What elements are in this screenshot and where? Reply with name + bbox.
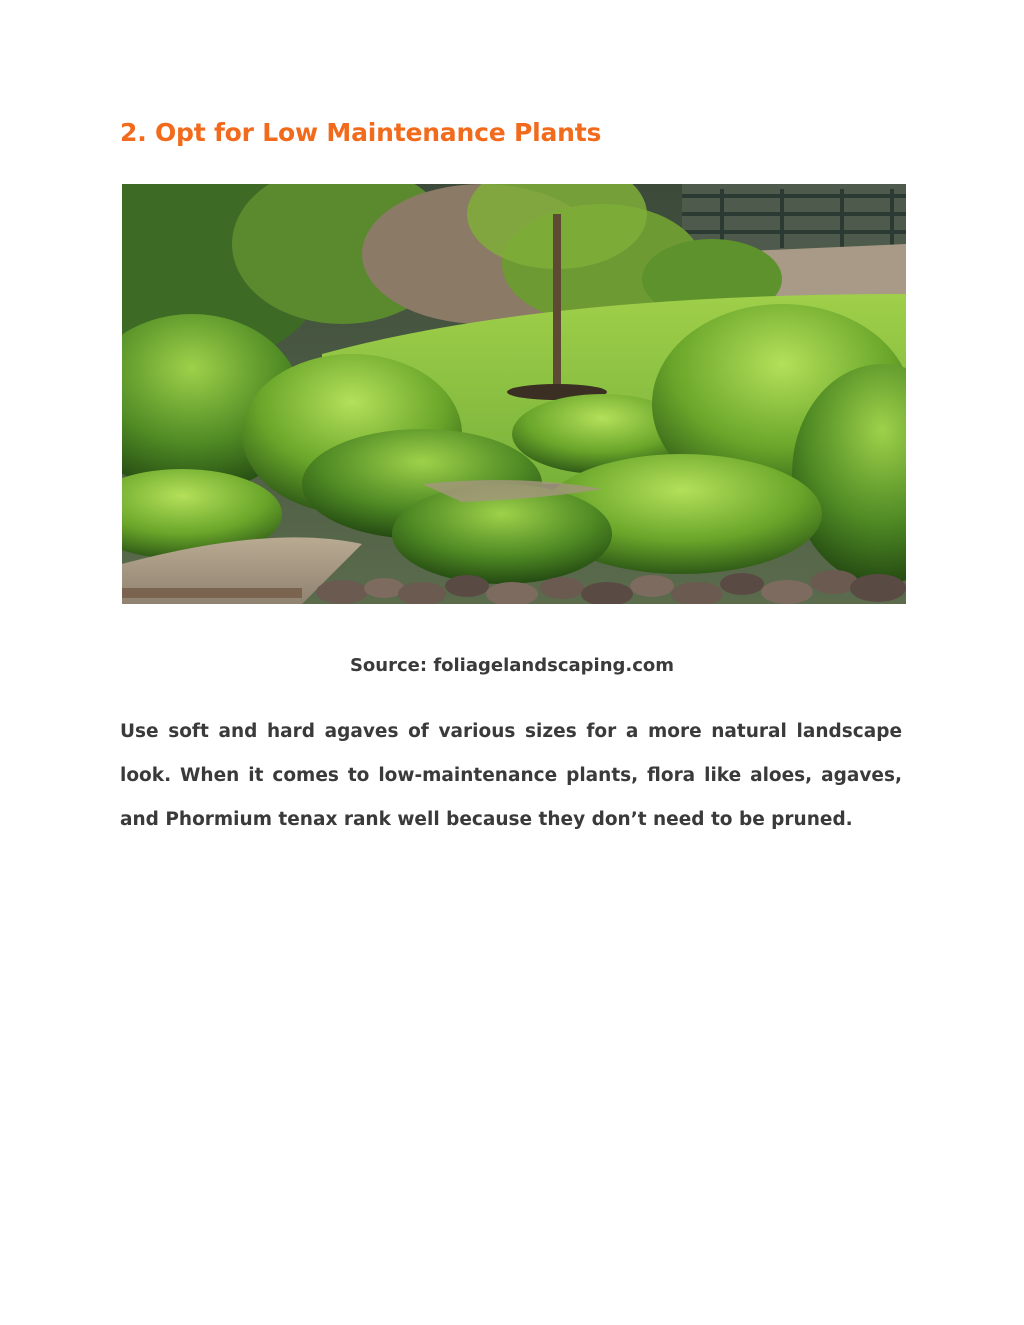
section-heading: 2. Opt for Low Maintenance Plants <box>120 118 602 147</box>
body-paragraph: Use soft and hard agaves of various sizes for a more natural landscape look. When it comes to low-maintenance plants, flora like aloes, agaves, and Phormium tenax rank well because they don’t need to be pruned. <box>120 721 902 830</box>
image-source-caption: Source: foliagelandscaping.com <box>349 655 675 676</box>
garden-photo <box>122 184 906 604</box>
garden-illustration <box>122 184 906 604</box>
